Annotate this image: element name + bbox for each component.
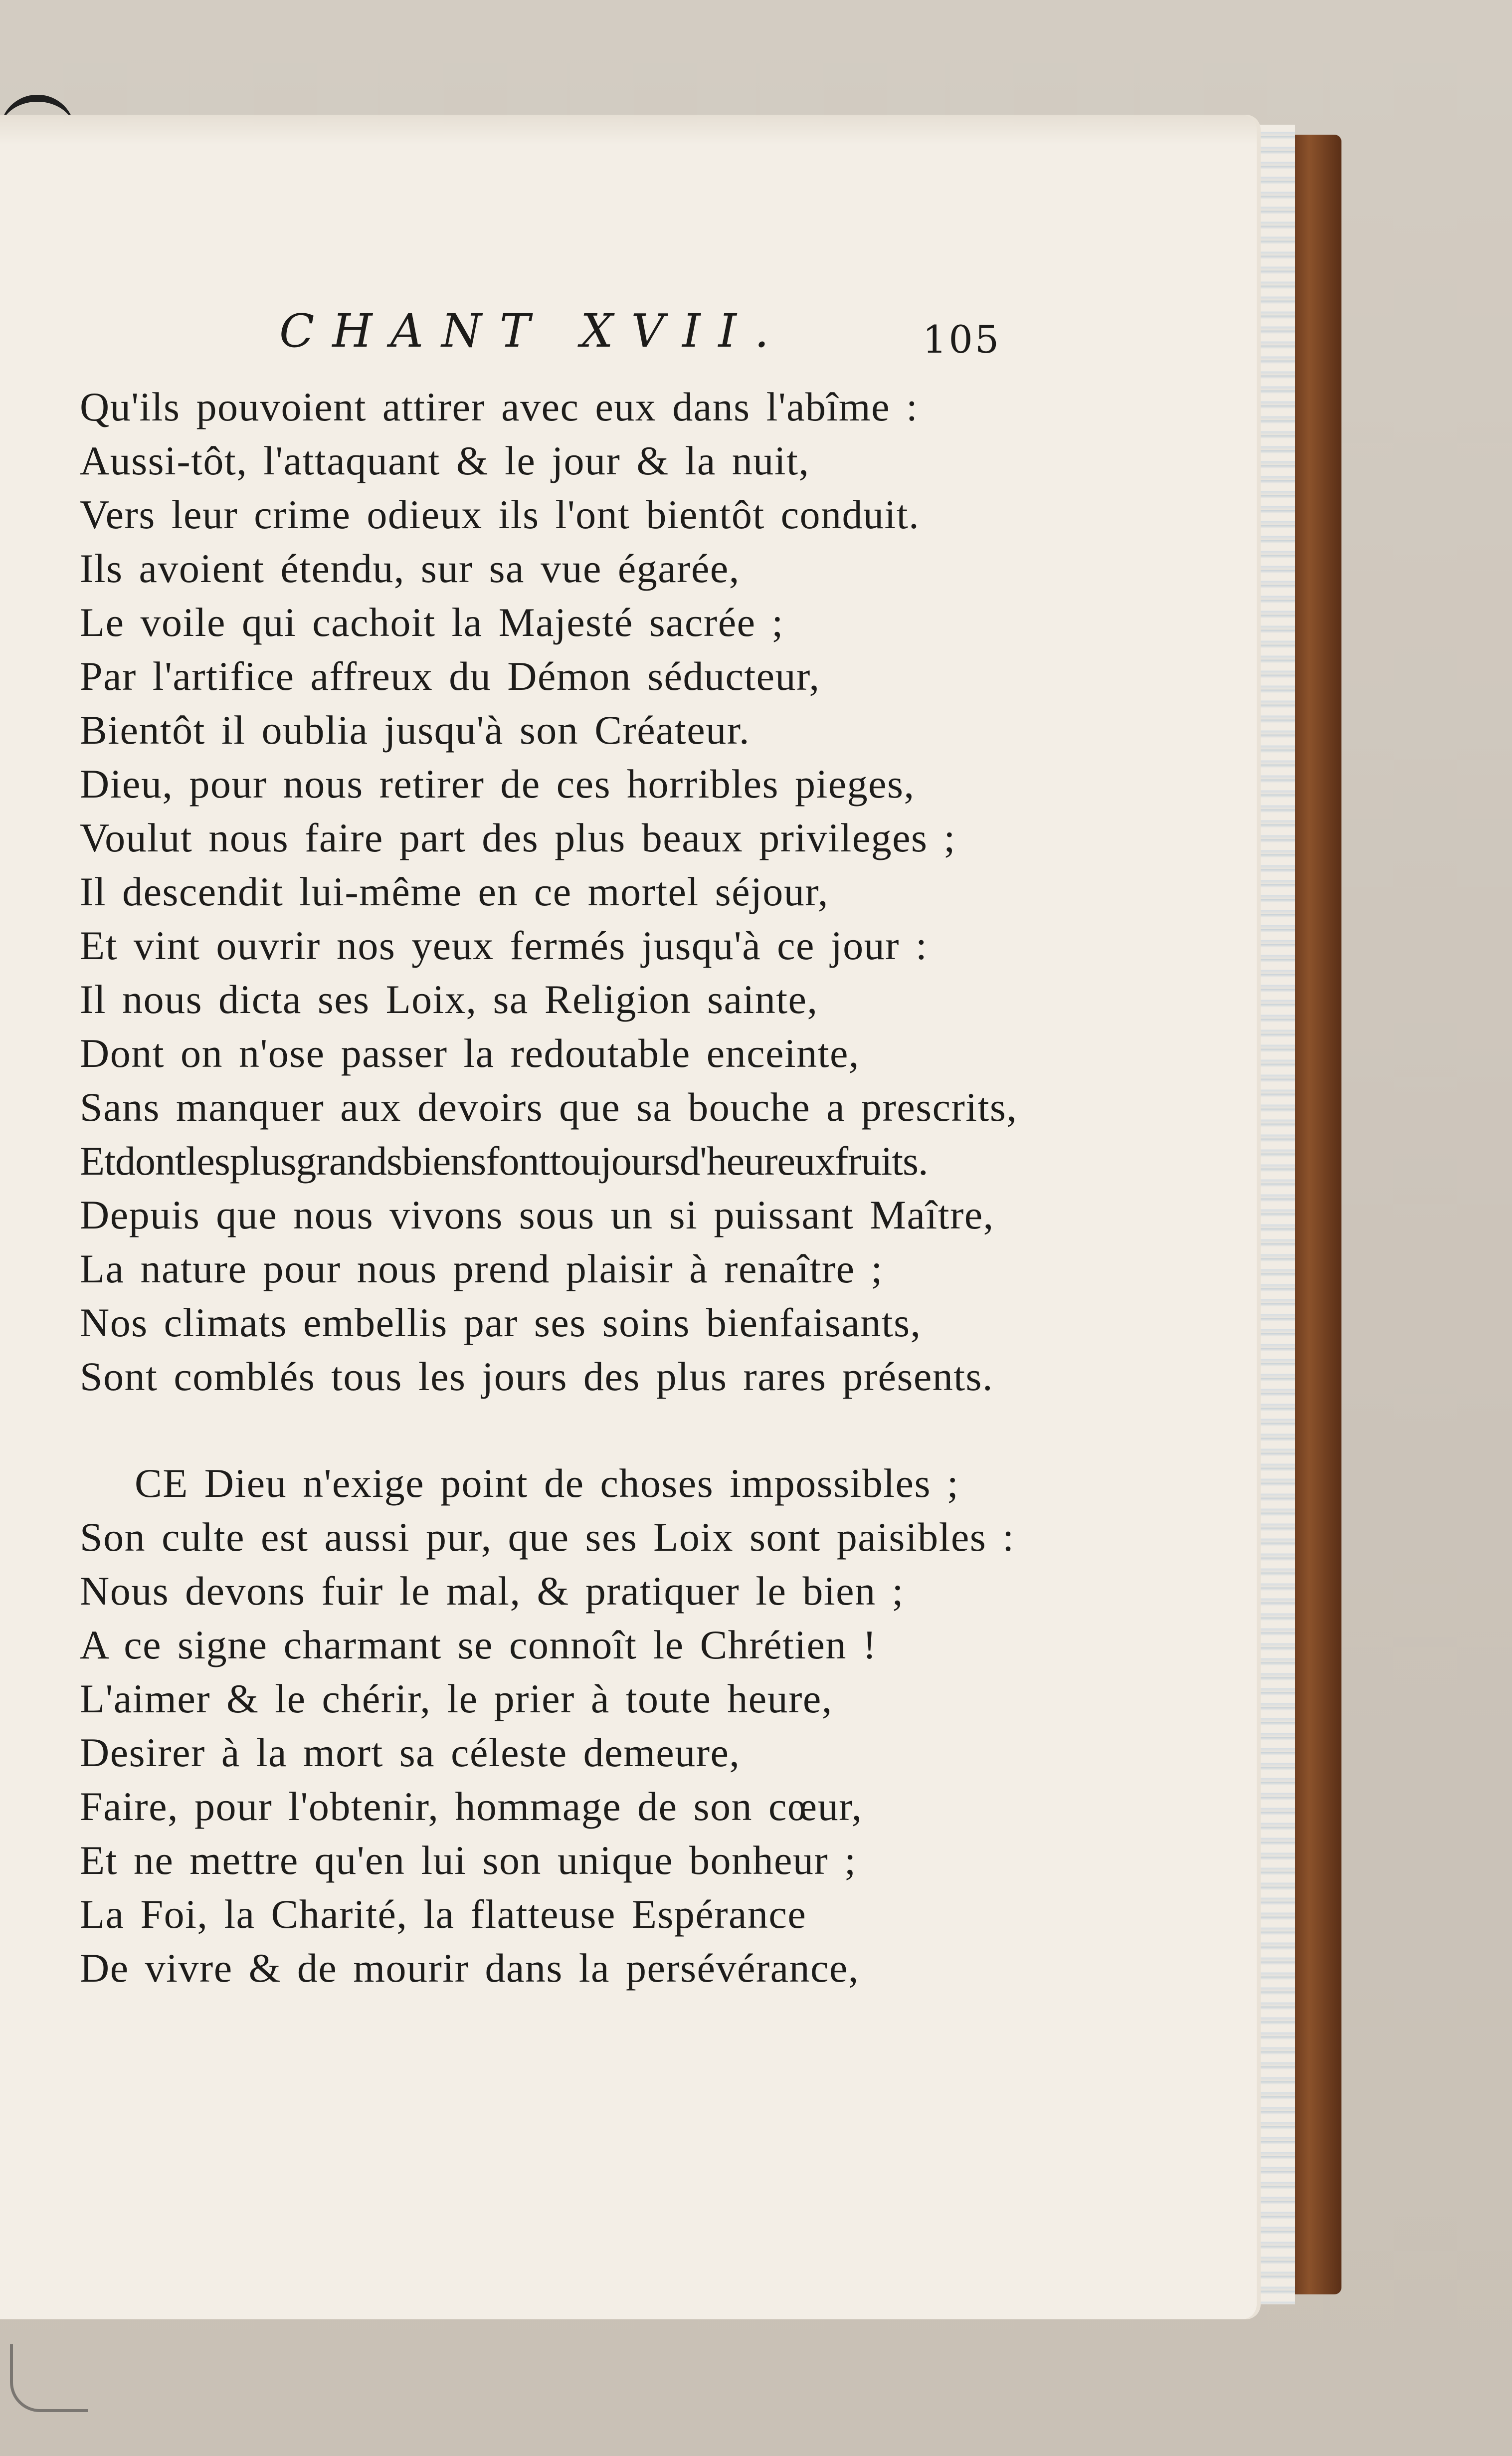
verse-line: Il nous dicta ses Loix, sa Religion sainte, bbox=[80, 977, 818, 1022]
verse-line: Desirer à la mort sa céleste demeure, bbox=[80, 1730, 741, 1775]
verse-line: La Foi, la Charité, la flatteuse Espérance bbox=[80, 1891, 807, 1937]
book-cover-edge bbox=[1292, 135, 1341, 2294]
running-title: CHANT XVII. bbox=[279, 304, 787, 358]
verse-line: Etdontlesplusgrandsbiensfonttoujoursd'heureuxfruits. bbox=[80, 1138, 928, 1184]
verse-line: Nos climats embellis par ses soins bienfaisants, bbox=[80, 1300, 922, 1345]
verse-line: L'aimer & le chérir, le prier à toute heure, bbox=[80, 1676, 833, 1721]
verse-line: Qu'ils pouvoient attirer avec eux dans l'abîme : bbox=[80, 384, 919, 429]
binding-mark bbox=[10, 2344, 88, 2412]
verse-line: Voulut nous faire part des plus beaux privileges ; bbox=[80, 815, 956, 860]
verse-line-opening: CE Dieu n'exige point de choses impossibles ; bbox=[135, 1460, 959, 1506]
verse-line: Il descendit lui-même en ce mortel séjour, bbox=[80, 869, 829, 914]
verse-line: Depuis que nous vivons sous un si puissant Maître, bbox=[80, 1192, 994, 1237]
verse-line: Dont on n'ose passer la redoutable enceinte, bbox=[80, 1030, 860, 1076]
verse-line: Bientôt il oublia jusqu'à son Créateur. bbox=[80, 707, 750, 753]
verse-line: La nature pour nous prend plaisir à renaître ; bbox=[80, 1246, 883, 1291]
verse-line: Vers leur crime odieux ils l'ont bientôt conduit. bbox=[80, 492, 920, 537]
verse-line: Et ne mettre qu'en lui son unique bonheur ; bbox=[80, 1838, 857, 1883]
verse-line: Faire, pour l'obtenir, hommage de son cœur, bbox=[80, 1784, 863, 1829]
verse-line: Ils avoient étendu, sur sa vue égarée, bbox=[80, 546, 740, 591]
verse-line: Nous devons fuir le mal, & pratiquer le bien ; bbox=[80, 1568, 904, 1614]
verse-line: Sont comblés tous les jours des plus rares présents. bbox=[80, 1354, 993, 1399]
verse-line: Par l'artifice affreux du Démon séducteur, bbox=[80, 653, 820, 699]
verse-line: Son culte est aussi pur, que ses Loix sont paisibles : bbox=[80, 1514, 1015, 1560]
verse-line: Et vint ouvrir nos yeux fermés jusqu'à ce jour : bbox=[80, 923, 928, 968]
verse-line: A ce signe charmant se connoît le Chrétien ! bbox=[80, 1622, 877, 1667]
verse-line: Sans manquer aux devoirs que sa bouche a prescrits, bbox=[80, 1084, 1018, 1130]
page-number: 105 bbox=[923, 317, 1001, 362]
page-header bbox=[0, 304, 1257, 374]
stanza-2 bbox=[80, 1456, 1027, 1995]
stanza-1 bbox=[80, 380, 1027, 1404]
verse-line: Dieu, pour nous retirer de ces horribles pieges, bbox=[80, 761, 915, 807]
verse-line: Aussi-tôt, l'attaquant & le jour & la nuit, bbox=[80, 438, 810, 483]
verse-line: Le voile qui cachoit la Majesté sacrée ; bbox=[80, 600, 784, 645]
verse-line: De vivre & de mourir dans la persévérance, bbox=[80, 1945, 859, 1991]
